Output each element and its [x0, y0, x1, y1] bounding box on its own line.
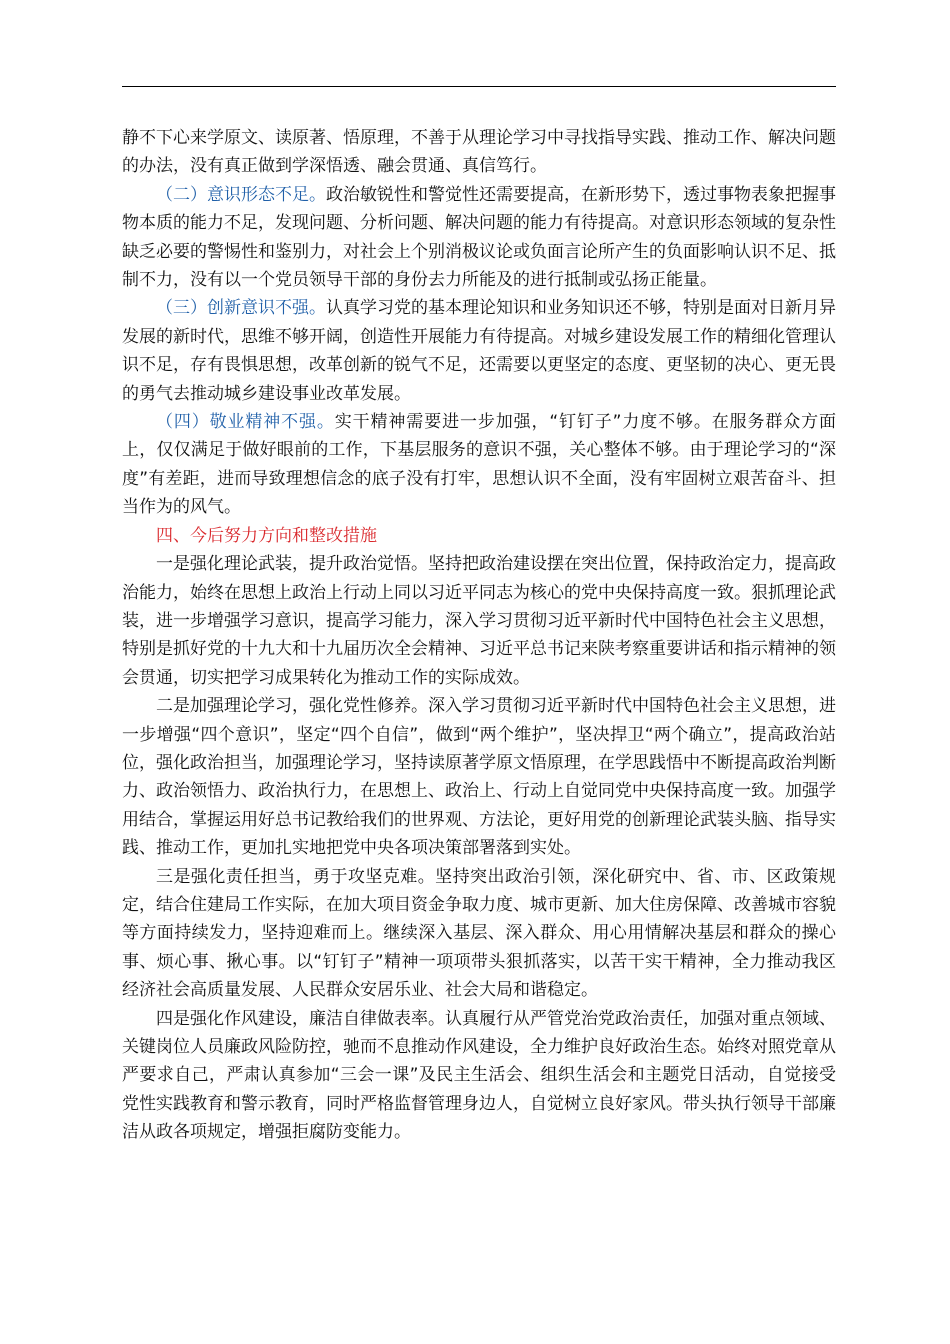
paragraph-dedication: [122, 408, 836, 522]
paragraph-measure-1: 一是强化理论武装，提升政治觉悟。坚持把政治建设摆在突出位置，保持政治定力，提高政治能力，始终在思想上政治上行动上同以习近平同志为核心的党中央保持高度一致。狠抓理论武装，进一步增强学习意识，提高学习能力，深入学习贯彻习近平新时代中国特色社会主义思想，特别是抓好党的十九大和十九届历次全会精神、习近平总书记来陕考察重要讲话和指示精神的领会贯通，切实把学习成果转化为推动工作的实际成效。: [122, 554, 836, 688]
paragraph-ideology-body: 政治敏锐性和警觉性还需要提高，在新形势下，透过事物表象把握事物本质的能力不足，发现问题、分析问题、解决问题的能力有待提高。对意识形态领域的复杂性缺乏必要的警惕性和鉴别力，对社会上个别消极议论或负面言论所产生的负面影响认识不足、抵制不力，没有以一个党员领导干部的身份去力所能及的进行抵制或弘扬正能量。: [122, 184, 836, 291]
paragraph-innovation-body: 认真学习党的基本理论知识和业务知识还不够，特别是面对日新月异发展的新时代，思维不够开阔，创造性开展能力有待提高。对城乡建设发展工作的精细化管理认识不足，存有畏惧思想，改革创新的锐气不足，还需要以更坚定的态度、更坚韧的决心、更无畏的勇气去推动城乡建设事业改革发展。: [122, 298, 836, 404]
sub-heading-dedication: （四）敬业精神不强。: [156, 412, 335, 433]
paragraph-dedication-body: 实干精神需要进一步加强，“钉钉子”力度不够。在服务群众方面上，仅仅满足于做好眼前的工作，下基层服务的意识不强，关心整体不够。由于理论学习的“深度”有差距，进而导致理想信念的底子没有打牢，思想认识不全面，没有牢固树立艰苦奋斗、担当作为的风气。: [122, 412, 837, 518]
paragraph-ideology: [122, 181, 836, 295]
paragraph-continuation: 静不下心来学原文、读原著、悟原理，不善于从理论学习中寻找指导实践、推动工作、解决问题的办法，没有真正做到学深悟透、融会贯通、真信笃行。: [122, 128, 836, 177]
section-heading-rectification: 四、今后努力方向和整改措施: [156, 525, 377, 546]
sub-heading-innovation: （三）创新意识不强。: [156, 298, 326, 319]
paragraph-innovation: [122, 294, 836, 408]
header-rule: [122, 86, 836, 87]
paragraph-measure-4: 四是强化作风建设，廉洁自律做表率。认真履行从严管党治党政治责任，加强对重点领域、关键岗位人员廉政风险防控，驰而不息推动作风建设，全力维护良好政治生态。始终对照党章从严要求自己，严肃认真参加“三会一课”及民主生活会、组织生活会和主题党日活动，自觉接受党性实践教育和警示教育，同时严格监督管理身边人，自觉树立良好家风。带头执行领导干部廉洁从政各项规定，增强拒腐防变能力。: [122, 1008, 836, 1143]
paragraph-measure-2: 二是加强理论学习，强化党性修养。深入学习贯彻习近平新时代中国特色社会主义思想，进一步增强“四个意识”，坚定“四个自信”，做到“两个维护”，坚决捍卫“两个确立”，提高政治站位，强化政治担当，加强理论学习，坚持读原著学原文悟原理，在学思践悟中不断提高政治判断力、政治领悟力、政治执行力，在思想上、政治上、行动上自觉同党中央保持高度一致。加强学用结合，掌握运用好总书记教给我们的世界观、方法论，更好用党的创新理论武装头脑、指导实践、推动工作，更加扎实地把党中央各项决策部署落到实处。: [122, 696, 836, 859]
paragraph-measure-3: 三是强化责任担当，勇于攻坚克难。坚持突出政治引领，深化研究中、省、市、区政策规定，结合住建局工作实际，在加大项目资金争取力度、城市更新、加大住房保障、改善城市容貌等方面持续发力，坚持迎难而上。继续深入基层、深入群众、用心用情解决基层和群众的操心事、烦心事、揪心事。以“钉钉子”精神一项项带头狠抓落实，以苦干实干精神，全力推动我区经济社会高质量发展、人民群众安居乐业、社会大局和谐稳定。: [122, 866, 836, 1001]
document-body: [122, 124, 836, 1147]
sub-heading-ideology: （二）意识形态不足。: [156, 184, 326, 205]
